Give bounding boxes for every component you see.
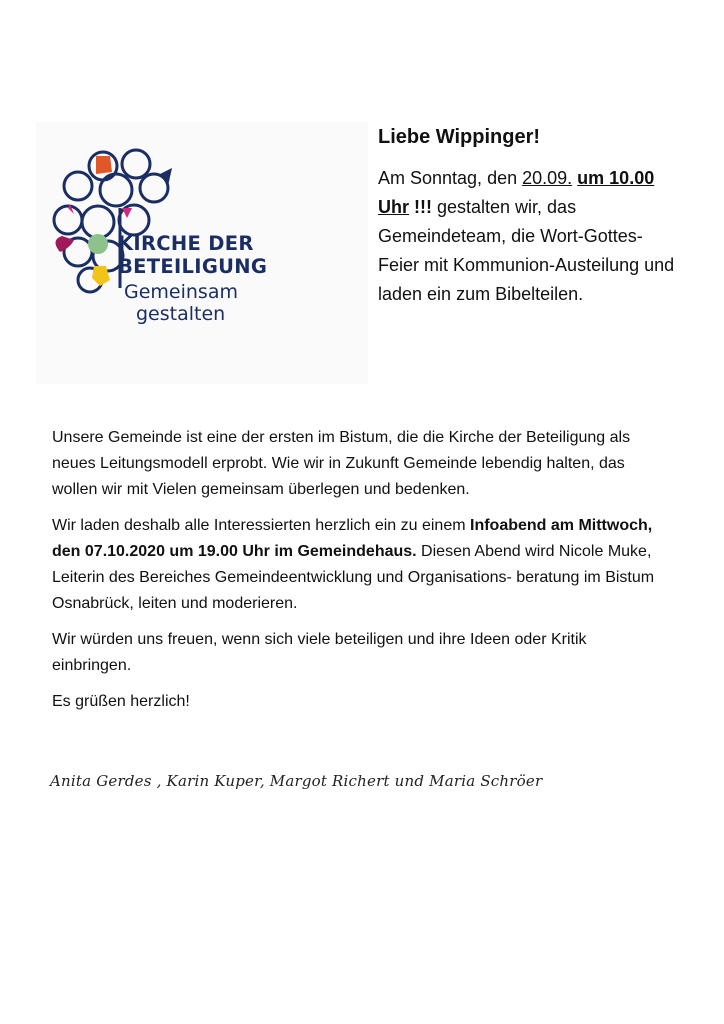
invite-date: 20.09. — [522, 168, 573, 188]
paragraph-freuen: Wir würden uns freuen, wenn sich viele beteiligen und ihre Ideen oder Kritik einbringen. — [52, 631, 587, 674]
para2-end: Diesen Abend wird Nicole Muke, Leiterin des Bereiches Gemeindeentwicklung und Organisations- beratung im Bistum Osnabrück, leiten und moderieren. — [52, 543, 655, 612]
invite-intro: Am Sonntag, den — [378, 168, 523, 188]
letter-body — [52, 425, 662, 725]
signature-names: Anita Gerdes , Karin Kuper, Margot Richert und Maria Schröer — [50, 772, 543, 790]
invite-time: um 10.00 Uhr — [378, 168, 655, 217]
invitation-text — [378, 164, 678, 309]
para2-start: Wir laden deshalb alle Interessierten herzlich ein zu einem — [52, 517, 470, 534]
logo-line-beteiligung: BETEILIGUNG — [118, 255, 268, 278]
logo-line-gemeinsam: Gemeinsam — [124, 281, 238, 303]
para2-bold: Infoabend am Mittwoch, den 07.10.2020 um 19.00 Uhr im Gemeindehaus. — [52, 517, 653, 560]
invite-exclaim: !!! — [409, 197, 432, 217]
logo-wordmark — [118, 232, 267, 325]
invite-rest: gestalten wir, das Gemeindeteam, die Wort-Gottes-Feier mit Kommunion-Austeilung und laden ein zum Bibelteilen. — [378, 197, 675, 304]
closing-line: Es grüßen herzlich! — [52, 693, 190, 710]
logo-line-gestalten: gestalten — [136, 303, 226, 325]
paragraph-infoabend — [52, 513, 662, 617]
greeting-heading: Liebe Wippinger! — [378, 126, 541, 148]
paragraph-leitungsmodell: Unsere Gemeinde ist eine der ersten im Bistum, die die Kirche der Beteiligung als neues Leitungsmodell erprobt. Wie wir in Zukunft Gemeinde lebendig halten, das wollen wir mit Vielen gemeinsam überlegen und bedenken. — [52, 429, 631, 498]
logo-line-kirche: KIRCHE DER — [118, 232, 254, 255]
